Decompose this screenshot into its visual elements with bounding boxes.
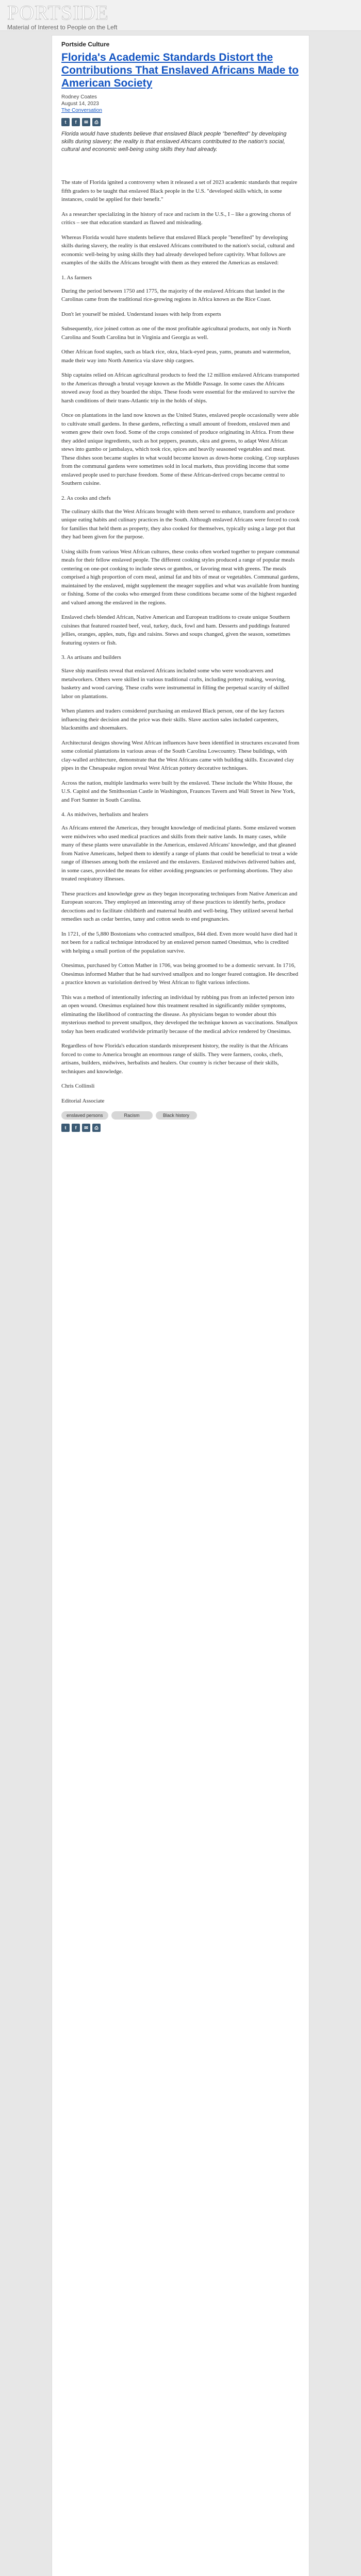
site-tagline: Material of Interest to People on the Left	[7, 24, 118, 31]
email-icon[interactable]: ✉	[82, 118, 90, 126]
section-name: Portside Culture	[61, 41, 110, 48]
paragraph: Ship captains relied on African agricultural products to feed the 12 million enslaved Africans transported to the Americas through a brutal voyage known as the Middle Passage. In some cases the Africans stowed away food as they boarded the ships. These foods were essential for the enslaved to survive the harsh conditions of their trans-Atlantic trip in the holds of ships.	[61, 372, 300, 404]
article-title[interactable]: Florida's Academic Standards Distort the Contributions That Enslaved Africans Made to American Society	[61, 52, 299, 89]
share-row-top	[61, 118, 300, 126]
section-heading: 1. As farmers	[61, 274, 92, 281]
paragraph: Slave ship manifests reveal that enslaved Africans included some who were woodcarvers and metalworkers. Others were skilled in various traditional crafts, including pottery making, weaving, basketry and wood carving. These crafts were instrumental in filling the perpetual scarcity of skilled labor on plantations.	[61, 668, 289, 700]
share-row-bottom	[61, 1124, 300, 1132]
author-name: Rodney Coates	[61, 94, 97, 100]
paragraph: Subsequently, rice joined cotton as one of the most profitable agricultural products, not only in North Carolina and South Carolina but in Virginia and Georgia as well.	[61, 326, 291, 341]
paragraph: Across the nation, multiple landmarks were built by the enslaved. These include the White House, the U.S. Capitol and the Smithsonian Castle in Washington, Fraunces Tavern and Wall Street in New York, and Fort Sumter in South Carolina.	[61, 779, 296, 803]
article-lede: Florida would have students believe that enslaved Black people "benefited" by developing skills during slavery; the reality is that enslaved Africans contributed to the nation's social, cultural and economic well-being using skills they had already.	[61, 131, 287, 152]
paragraph: In 1721, of the 5,880 Bostonians who contracted smallpox, 844 died. Even more would have died had it not been for a radical technique introduced by an enslaved person named Onesimus, who is credited with helping a small portion of the population survive.	[61, 930, 298, 954]
email-icon[interactable]: ✉	[82, 1124, 90, 1132]
paragraph: This was a method of intentionally infecting an individual by rubbing pus from an infected person into an open wound. Onesimus explained how this treatment resulted in significantly milder symptoms, eliminating the likelihood of contracting the disease. As physicians began to wonder about this mysterious method to prevent smallpox, they developed the technique known as vaccinations. Smallpox today has been eradicated worldwide primarily because of the medical advice rendered by Onesimus.	[61, 994, 298, 1035]
paragraph: Regardless of how Florida's education standards misrepresent history, the reality is that the Africans forced to come to America brought an enormous range of skills. They were farmers, cooks, chefs, artisans, builders, midwives, herbalists and healers. Our country is richer because of their skills, techniques and knowledge.	[61, 1043, 288, 1075]
section-heading: 3. As artisans and builders	[61, 654, 121, 660]
facebook-icon[interactable]: f	[72, 118, 80, 126]
section-heading: 4. As midwives, herbalists and healers	[61, 811, 149, 818]
signature: Chris Collinsli	[61, 1083, 95, 1089]
paragraph: As Africans entered the Americas, they brought knowledge of medicinal plants. Some enslaved women were midwives who used medical practices and skills from their native lands. In many cases, while many of these plants were unavailable in the Americas, enslaved Africans' knowledge, and that gleaned from Native Americans, helped them to identify a range of plants that could be beneficial to treat a wide range of illnesses among both the enslaved and the enslavers. Enslaved midwives delivered babies and, in some cases, provided the means for either avoiding pregnancies or performing abortions. They also treated respiratory illnesses.	[61, 825, 298, 882]
paragraph: Once on plantations in the land now known as the United States, enslaved people occasionally were able to cultivate small gardens. In these gardens, reflecting a small amount of freedom, enslaved men and women grew their own food. Some of the crops consisted of produce originating in Africa. From these they added unique ingredients, such as hot peppers, peanuts, okra and greens, to adapt West African stews into gumbo or jambalaya, which took rice, spices and heavily seasoned vegetables and meat. These dishes soon became staples in what would become known as down-home cooking. Crop surpluses from the communal gardens were sometimes sold in local markets, thus providing income that some enslaved people used to purchase freedom. Some of these African-derived crops became central to Southern cuisine.	[61, 412, 299, 486]
paragraph: These practices and knowledge grew as they began incorporating techniques from Native American and European sources. They employed an interesting array of these practices to identify herbs, produce decoctions and to facilitate childbirth and maternal health and well-being. They utilized several herbal remedies such as cedar berries, tansy and cotton seeds to end pregnancies.	[61, 890, 298, 922]
paragraph: The state of Florida ignited a controversy when it released a set of 2023 academic standards that require fifth graders to be taught that enslaved Black people in the U.S. "developed skills which, in some instances, could be applied for their benefit."	[61, 179, 298, 202]
paragraph: Using skills from various West African cultures, these cooks often worked together to prepare communal meals for their fellow enslaved people. The different cooking styles produced a range of popular meals centering on one-pot cooking to include stews or gumbos, or favoring meat with greens. The meals comprised a high proportion of corn meal, animal fat and bits of meat or vegetables. Communal gardens, maintained by the enslaved, might supplement the meager supplies and what was available from hunting or fishing. Some of the cooks who emerged from these conditions became some of the highest regarded and valued among the enslaved in the regions.	[61, 548, 300, 606]
paragraph: Other African food staples, such as black rice, okra, black-eyed peas, yams, peanuts and watermelon, made their way into North America via slave ship cargoes.	[61, 349, 291, 364]
tag-chip[interactable]: Black history	[156, 1111, 197, 1120]
facebook-icon[interactable]: f	[72, 1124, 80, 1132]
print-icon[interactable]: ⎙	[92, 1124, 101, 1132]
paragraph: Onesimus, purchased by Cotton Mather in 1706, was being groomed to be a domestic servant. In 1716, Onesimus informed Mather that he had survived smallpox and no longer feared contagion. He described a practice known as variolation derived by West African to fight various infections.	[61, 962, 299, 986]
paragraph: As a researcher specializing in the history of race and racism in the U.S., I – like a growing chorus of critics – see that education standard as flawed and misleading.	[61, 211, 291, 226]
section-heading: 2. As cooks and chefs	[61, 495, 111, 501]
paragraph: Don't let yourself be misled. Understand issues with help from experts	[61, 311, 221, 317]
paragraph: Architectural designs showing West African influences have been identified in structures excavated from some colonial plantations in various areas of the South Carolina Lowcountry. These buildings, with clay-walled architecture, demonstrate that the West Africans came with building skills. Excavated clay pipes in the Chesapeake region reveal West African pottery decorative techniques.	[61, 739, 300, 771]
tag-chip[interactable]: Racism	[111, 1111, 153, 1120]
portside-logo[interactable]: PORTSIDE	[7, 1, 109, 24]
byline	[61, 94, 300, 114]
site-header	[0, 0, 361, 31]
publish-date: August 14, 2023	[61, 101, 99, 107]
paragraph: Enslaved chefs blended African, Native American and European traditions to create unique Southern cuisines that featured roasted beef, veal, turkey, duck, fowl and ham. Desserts and puddings featured jellies, oranges, apples, nuts, figs and raisins. Stews and soups changed, given the season, sometimes featuring oysters or fish.	[61, 614, 290, 646]
paragraph: The culinary skills that the West Africans brought with them served to enhance, transform and produce unique eating habits and culinary practices in the South. Although enslaved Africans were forced to cook for families that held them as property, they also cooked for themselves, typically using a large pot that they had been given for the purpose.	[61, 508, 300, 540]
article-body	[61, 178, 300, 1105]
article-card	[52, 35, 309, 2576]
paragraph: During the period between 1750 and 1775, the majority of the enslaved Africans that landed in the Carolinas came from the traditional rice-growing regions in Africa known as the Rice Coast.	[61, 287, 285, 302]
tag-chip[interactable]: enslaved persons	[61, 1111, 108, 1120]
paragraph: Whereas Florida would have students believe that enslaved Black people "benefited" by developing skills during slavery, the reality is that enslaved Africans contributed to the nation's social, cultural and economic well-being by using skills they had already developed before captivity. What follows are examples of the skills the Africans brought with them as they entered the Americas as enslaved:	[61, 234, 294, 266]
signoff: Editorial Associate	[61, 1097, 105, 1104]
paragraph: When planters and traders considered purchasing an enslaved Black person, one of the key factors influencing their decision and the price was their skills. Slave auction sales included carpenters, blacksmiths and shoemakers.	[61, 708, 285, 731]
print-icon[interactable]: ⎙	[92, 118, 101, 126]
tag-list	[61, 1111, 300, 1120]
twitter-icon[interactable]: t	[61, 1124, 70, 1132]
twitter-icon[interactable]: t	[61, 118, 70, 126]
source-link[interactable]: The Conversation	[61, 108, 102, 113]
